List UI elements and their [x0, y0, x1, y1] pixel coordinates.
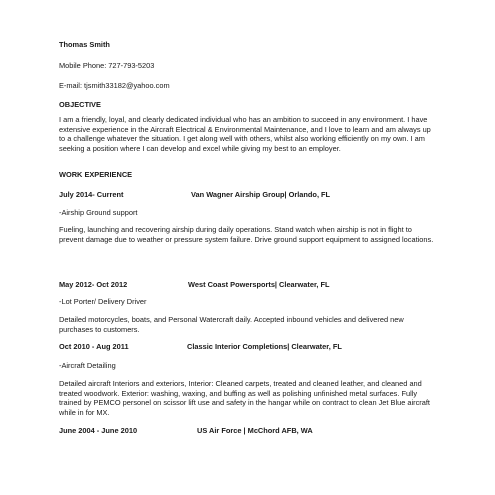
- job-role: -Airship Ground support: [59, 208, 138, 217]
- job-header: [59, 190, 437, 200]
- job-dates: Oct 2010 - Aug 2011: [59, 342, 129, 351]
- job-dates: June 2004 - June 2010: [59, 426, 138, 435]
- job-employer: Van Wagner Airship Group| Orlando, FL: [191, 190, 331, 199]
- job-role: -Aircraft Detailing: [59, 361, 116, 370]
- job-header: [59, 280, 437, 290]
- job-dates: July 2014- Current: [59, 190, 124, 199]
- candidate-name: Thomas Smith: [59, 40, 110, 49]
- job-role: -Lot Porter/ Delivery Driver: [59, 297, 147, 306]
- phone-line: Mobile Phone: 727-793-5203: [59, 61, 155, 70]
- job-header: [59, 426, 437, 436]
- job-employer: West Coast Powersports| Clearwater, FL: [188, 280, 330, 289]
- job-dates: May 2012- Oct 2012: [59, 280, 128, 289]
- work-experience-heading: WORK EXPERIENCE: [59, 170, 133, 179]
- email-line: E-mail: tjsmith33182@yahoo.com: [59, 81, 170, 90]
- objective-heading: OBJECTIVE: [59, 100, 101, 109]
- job-employer: US Air Force | McChord AFB, WA: [197, 426, 313, 435]
- objective-text: I am a friendly, loyal, and clearly dedicated individual who has an ambition to succeed in any environment. I have extensive experience in the Aircraft Electrical & Environmental Maintenance, and I love to learn and am always up to a challenge whatever the situation. I get along well with others, whilst also working efficiently on my own. I am seeking a position where I can develop and excel while giving my best to an employer.: [59, 115, 431, 153]
- job-description: Fueling, launching and recovering airship during daily operations. Stand watch when airship is not in flight to prevent damage due to weather or pressure system failure. Drive ground support equipment to assigned locations.: [59, 225, 434, 244]
- job-description: Detailed aircraft Interiors and exteriors, Interior: Cleaned carpets, treated and cleaned leather, and cleaned and treated woodwork. Exterior: washing, waxing, and buffing as well as polishing unfinished metal surfaces. Fully trained by PEMCO personel on scissor lift use and safety in the hangar while on contract to clean Jet Blue aircraft while in for MX.: [59, 379, 430, 417]
- job-description: Detailed motorcycles, boats, and Personal Watercraft daily. Accepted inbound vehicles and delivered new purchases to customers.: [59, 315, 404, 334]
- job-header: [59, 342, 437, 352]
- job-employer: Classic Interior Completions| Clearwater, FL: [187, 342, 342, 351]
